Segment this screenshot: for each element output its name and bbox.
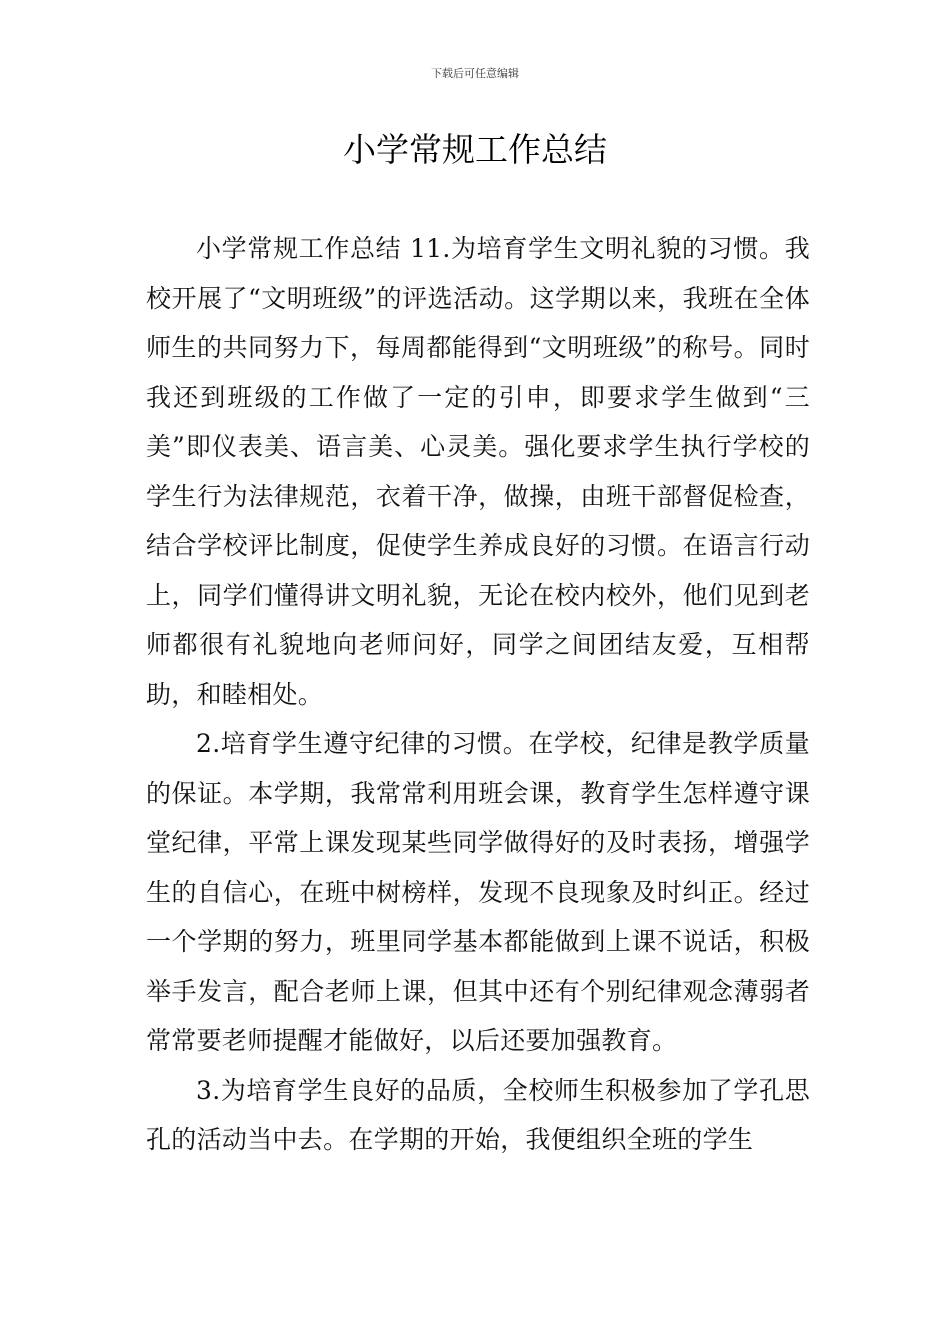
document-title: 小学常规工作总结 — [343, 130, 607, 169]
document-body — [146, 224, 810, 1165]
paragraph-3: 3.为培育学生良好的品质，全校师生积极参加了学孔思孔的活动当中去。在学期的开始，我便组织全班的学生 — [146, 1075, 810, 1154]
paragraph-2: 2.培育学生遵守纪律的习惯。在学校，纪律是教学质量的保证。本学期，我常常利用班会课，教育学生怎样遵守课堂纪律，平常上课发现某些同学做得好的及时表扬，增强学生的自信心，在班中树榜样，发现不良现象及时纠正。经过一个学期的努力，班里同学基本都能做到上课不说话，积极举手发言，配合老师上课，但其中还有个别纪律观念薄弱者常常要老师提醒才能做好，以后还要加强教育。 — [146, 729, 810, 1055]
paragraph-1: 小学常规工作总结 11.为培育学生文明礼貌的习惯。我校开展了“文明班级”的评选活动。这学期以来，我班在全体师生的共同努力下，每周都能得到“文明班级”的称号。同时我还到班级的工作做了一定的引申，即要求学生做到“三美”即仪表美、语言美、心灵美。强化要求学生执行学校的学生行为法律规范，衣着干净，做操，由班干部督促检查，结合学校评比制度，促使学生养成良好的习惯。在语言行动上，同学们懂得讲文明礼貌，无论在校内校外，他们见到老师都很有礼貌地向老师问好，同学之间团结友爱，互相帮助，和睦相处。 — [146, 234, 810, 709]
header-note: 下载后可任意编辑 — [431, 67, 519, 80]
